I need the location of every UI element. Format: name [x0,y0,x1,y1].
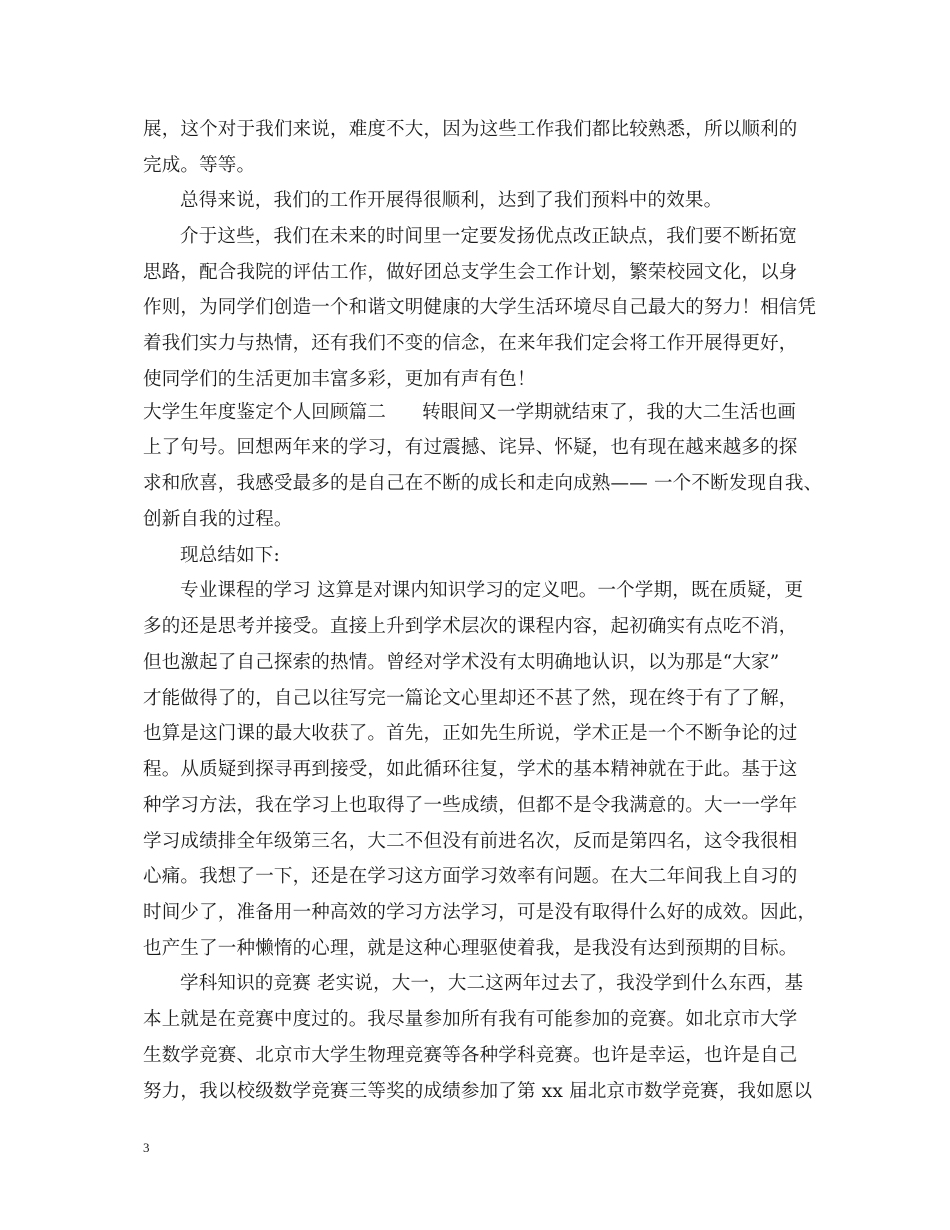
text-line: 也算是这门课的最大收获了。首先，正如先生所说，学术正是一个不断争论的过 [143,723,798,744]
text-line: 使同学们的生活更加丰富多彩，更加有声有色！ [143,369,536,390]
text-line: 展，这个对于我们来说，难度不大，因为这些工作我们都比较熟悉，所以顺利的 [143,119,798,140]
text-line: 种学习方法，我在学习上也取得了一些成绩，但都不是令我满意的。大一一学年 [143,795,798,816]
text-line: 努力，我以校级数学竞赛三等奖的成绩参加了第 xx 届北京市数学竞赛，我如愿以 [143,1081,813,1102]
text-line: 本上就是在竞赛中度过的。我尽量参加所有我有可能参加的竞赛。如北京市大学 [143,1009,798,1030]
text-line: 程。从质疑到探寻再到接受，如此循环往复，学术的基本精神就在于此。基于这 [143,759,798,780]
text-line: 多的还是思考并接受。直接上升到学术层次的课程内容，起初确实有点吃不消， [143,616,798,637]
page-number: 3 [143,1140,150,1155]
text-line: 生数学竞赛、北京市大学生物理竞赛等各种学科竞赛。也许是幸运，也许是自己 [143,1045,798,1066]
text-line: 学习成绩排全年级第三名，大二不但没有前进名次，反而是第四名，这令我很相 [143,831,798,852]
text-line: 创新自我的过程。 [143,509,293,530]
section-title: 大学生年度鉴定个人回顾篇二 [143,402,387,423]
paragraph-line: 学科知识的竞赛 老实说，大一，大二这两年过去了，我没学到什么东西，基 [180,973,804,994]
text-line: 求和欣喜，我感受最多的是自己在不断的成长和走向成熟—— 一个不断发现自我、 [143,473,823,494]
paragraph-line: 专业课程的学习 这算是对课内知识学习的定义吧。一个学期，既在质疑，更 [180,580,804,601]
paragraph-line: 介于这些，我们在未来的时间里一定要发扬优点改正缺点，我们要不断拓宽 [180,226,798,247]
text-line: 心痛。我想了一下，还是在学习这方面学习效率有问题。在大二年间我上自习的 [143,866,798,887]
text-line: 思路，配合我院的评估工作，做好团总支学生会工作计划，繁荣校园文化，以身 [143,262,798,283]
text-line: 也产生了一种懒惰的心理，就是这种心理驱使着我，是我没有达到预期的目标。 [143,938,798,959]
paragraph-line: 总得来说，我们的工作开展得很顺利，达到了我们预料中的效果。 [180,190,723,211]
text-line: 完成。等等。 [143,155,256,176]
text-line: 但也激起了自己探索的热情。曾经对学术没有太明确地认识，以为那是“大家” [143,652,780,673]
text-line: 时间少了，准备用一种高效的学习方法学习，可是没有取得什么好的成效。因此， [143,902,817,923]
text-line: 作则，为同学们创造一个和谐文明健康的大学生活环境尽自己最大的努力！相信凭 [143,297,817,318]
text-line: 着我们实力与热情，还有我们不变的信念，在来年我们定会将工作开展得更好， [143,333,798,354]
text-line: 上了句号。回想两年来的学习，有过震撼、诧异、怀疑，也有现在越来越多的探 [143,437,798,458]
section-heading-line [143,402,796,424]
section-intro-text: 转眼间又一学期就结束了，我的大二生活也画 [422,402,797,423]
paragraph-line: 现总结如下: [180,545,280,566]
text-line: 才能做得了的，自己以往写完一篇论文心里却还不甚了然，现在终于有了了解， [143,688,798,709]
